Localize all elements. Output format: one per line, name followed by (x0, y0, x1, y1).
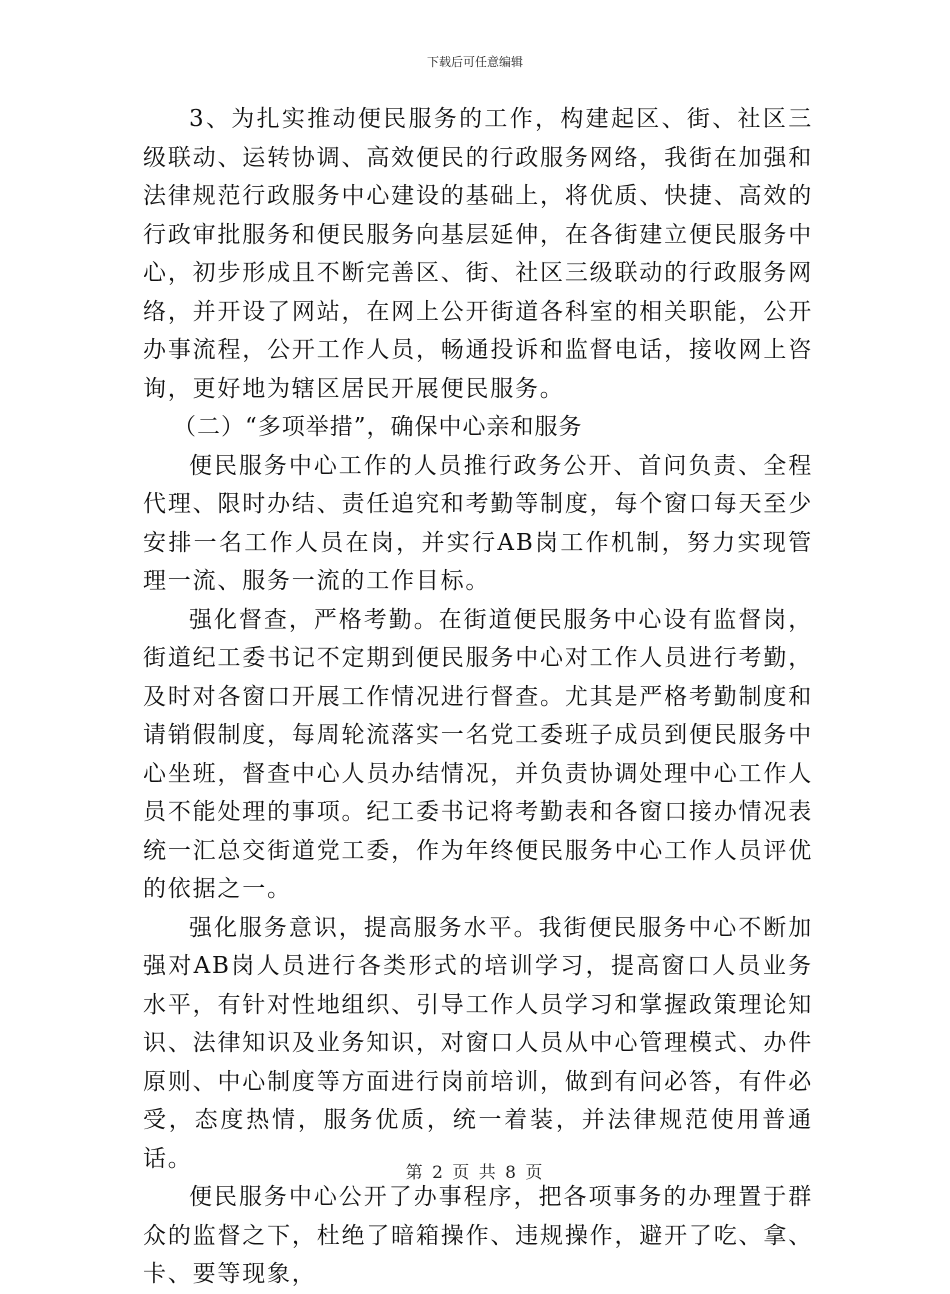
paragraph-service-awareness: 强化服务意识，提高服务水平。我街便民服务中心不断加强对AB岗人员进行各类形式的培训学习，提高窗口人员业务水平，有针对性地组织、引导工作人员学习和掌握政策理论知识、法律知识及业务知识，对窗口人员从中心管理模式、办件原则、中心制度等方面进行岗前培训，做到有问必答，有件必受，态度热情，服务优质，统一着装，并法律规范使用普通话。 (143, 914, 813, 1172)
paragraph-supervision: 强化督查，严格考勤。在街道便民服务中心设有监督岗，街道纪工委书记不定期到便民服务中心对工作人员进行考勤，及时对各窗口开展工作情况进行督查。尤其是严格考勤制度和请销假制度，每周轮流落实一名党工委班子成员到便民服务中心坐班，督查中心人员办结情况，并负责协调处理中心工作人员不能处理的事项。纪工委书记将考勤表和各窗口接办情况表统一汇总交街道党工委，作为年终便民服务中心工作人员评优的依据之一。 (143, 606, 813, 902)
paragraph-public-procedures: 便民服务中心公开了办事程序，把各项事务的办理置于群众的监督之下，杜绝了暗箱操作、违规操作，避开了吃、拿、卡、要等现象， (143, 1184, 813, 1287)
document-body (143, 100, 813, 1294)
paragraph-service-network: 3、为扎实推动便民服务的工作，构建起区、街、社区三级联动、运转协调、高效便民的行政服务网络，我街在加强和法律规范行政服务中心建设的基础上，将优质、快捷、高效的行政审批服务和便民服务向基层延伸，在各街建立便民服务中心，初步形成且不断完善区、街、社区三级联动的行政服务网络，并开设了网站，在网上公开街道各科室的相关职能，公开办事流程，公开工作人员，畅通投诉和监督电话，接收网上咨询，更好地为辖区居民开展便民服务。 (143, 106, 813, 402)
page-number: 第 2 页 共 8 页 (405, 1163, 545, 1183)
paragraph-service-system: 便民服务中心工作的人员推行政务公开、首问负责、全程代理、限时办结、责任追究和考勤等制度，每个窗口每天至少安排一名工作人员在岗，并实行AB岗工作机制，努力实现管理一流、服务一流的工作目标。 (143, 452, 813, 594)
section-heading: （二）“多项举措”，确保中心亲和服务 (173, 414, 583, 440)
page-header-note: 下载后可任意编辑 (426, 55, 523, 69)
